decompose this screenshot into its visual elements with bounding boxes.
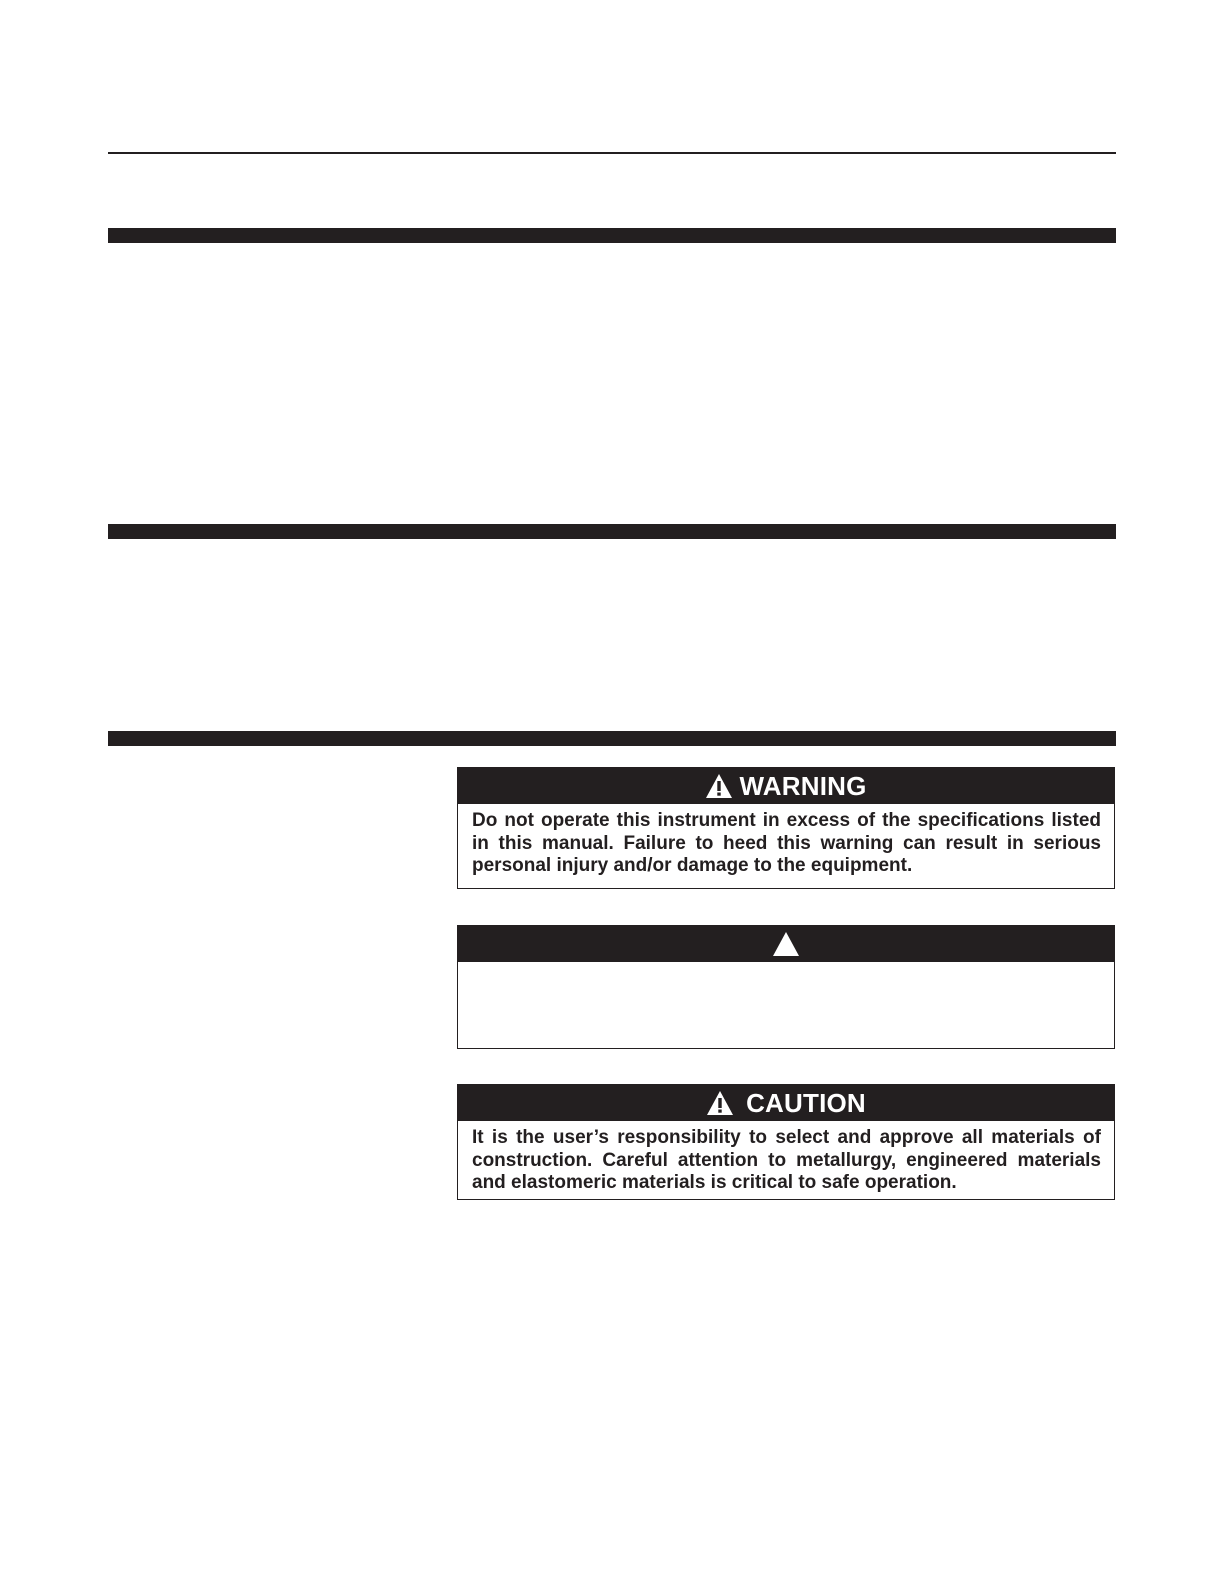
warning-header — [458, 768, 1114, 804]
warning-triangle-icon — [706, 1090, 734, 1116]
warning-text: Do not operate this instrument in excess of the specifications listed in this manual. Failure to heed this warning can result in serious personal injury and/or damage to the equipment. — [472, 810, 1101, 876]
blank-notice-text — [458, 962, 1114, 976]
caution-notice — [457, 1084, 1115, 1200]
caution-heading: CAUTION — [746, 1087, 866, 1118]
section-bar-2 — [108, 524, 1116, 539]
caution-text: It is the user’s responsibility to select and approve all materials of construction. Careful attention to metallurgy, engineered materials and elastomeric materials is critical to safe operation. — [472, 1127, 1101, 1193]
header-rule — [108, 152, 1116, 154]
warning-triangle-icon — [705, 773, 733, 799]
warning-heading: WARNING — [739, 770, 867, 801]
section-bar-3 — [108, 731, 1116, 746]
blank-notice-header — [458, 926, 1114, 962]
warning-triangle-icon — [772, 931, 800, 957]
blank-notice — [457, 925, 1115, 1049]
warning-notice — [457, 767, 1115, 889]
section-bar-1 — [108, 228, 1116, 243]
caution-header — [458, 1085, 1114, 1121]
